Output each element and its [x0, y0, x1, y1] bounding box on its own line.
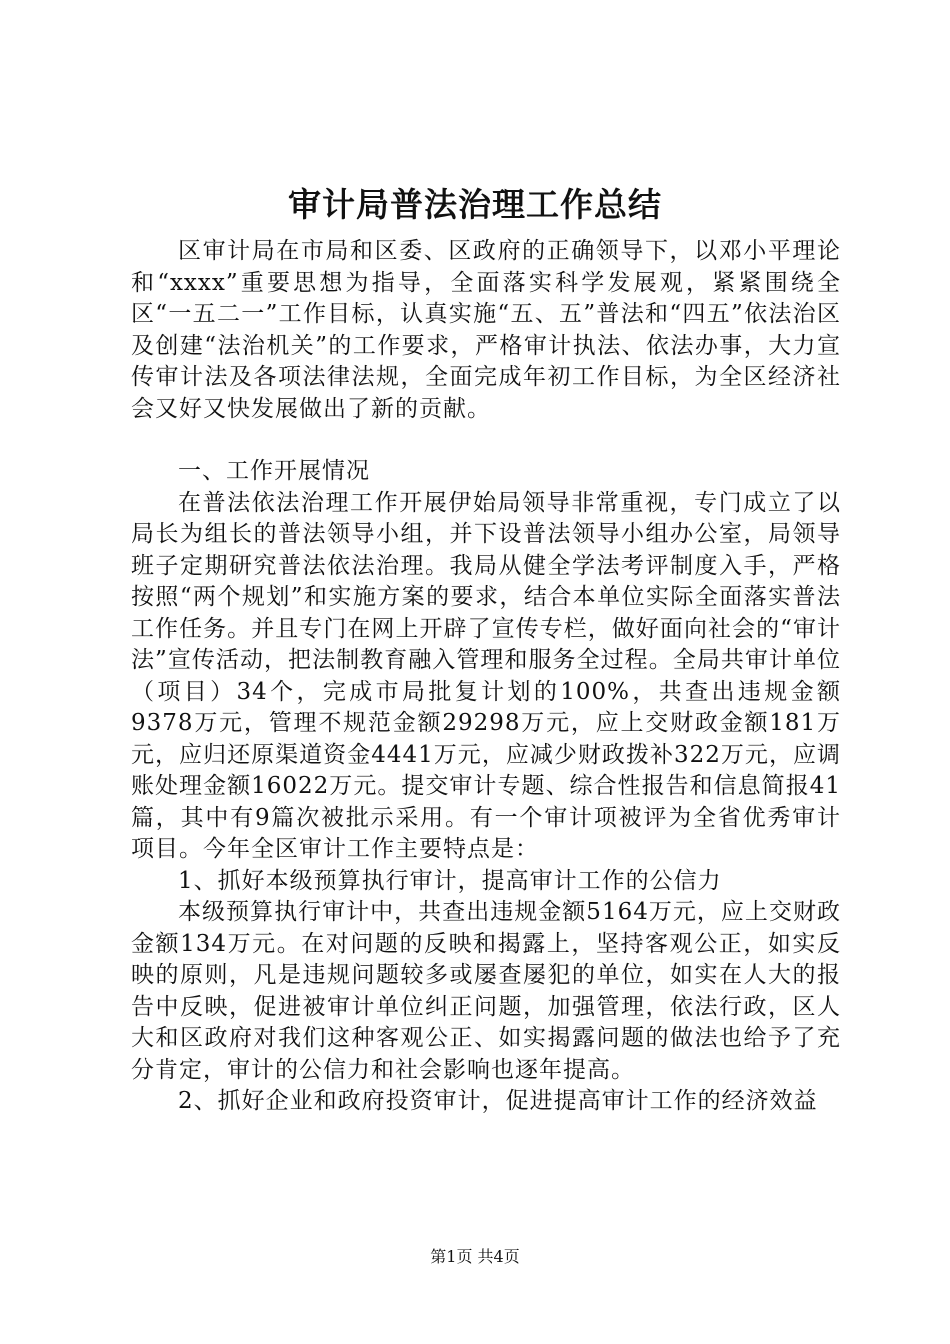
page-number-footer: 第1页 共4页 — [430, 1247, 520, 1266]
document-title: 审计局普法治理工作总结 — [288, 185, 662, 224]
intro-paragraph: 区审计局在市局和区委、区政府的正确领导下，以邓小平理论和“xxxx”重要思想为指导，全面落实科学发展观，紧紧围绕全区“一五二一”工作目标，认真实施“五、五”普法和“四五”依法治区及创建“法治机关”的工作要求，严格审计执法、依法办事，大力宣传审计法及各项法律法规，全面完成年初工作目标，为全区经济社会又好又快发展做出了新的贡献。 — [131, 238, 841, 422]
subsection-paragraph-budget-audit: 本级预算执行审计中，共查出违规金额5164万元，应上交财政金额134万元。在对问题的反映和揭露上，坚持客观公正，如实反映的原则，凡是违规问题较多或屡查屡犯的单位，如实在人大的报告中反映，促进被审计单位纠正问题，加强管理，依法行政，区人大和区政府对我们这种客观公正、如实揭露问题的做法也给予了充分肯定，审计的公信力和社会影响也逐年提高。 — [131, 899, 841, 1083]
section-paragraph-work-progress: 在普法依法治理工作开展伊始局领导非常重视，专门成立了以局长为组长的普法领导小组，并下设普法领导小组办公室，局领导班子定期研究普法依法治理。我局从健全学法考评制度入手，严格按照“两个规划”和实施方案的要求，结合本单位实际全面落实普法工作任务。并且专门在网上开辟了宣传专栏，做好面向社会的“审计法”宣传活动，把法制教育融入管理和服务全过程。全局共审计单位（项目）34个，完成市局批复计划的100%，共查出违规金额9378万元，管理不规范金额29298万元，应上交财政金额181万元，应归还原渠道资金4441万元，应减少财政拨补322万元，应调账处理金额16022万元。提交审计专题、综合性报告和信息简报41篇，其中有9篇次被批示采用。有一个审计项被评为全省优秀审计项目。今年全区审计工作主要特点是： — [131, 489, 841, 862]
subsection-heading-budget-audit: 1、抓好本级预算执行审计，提高审计工作的公信力 — [178, 867, 722, 894]
document-body — [131, 236, 841, 1118]
subsection-heading-investment-audit: 2、抓好企业和政府投资审计，促进提高审计工作的经济效益 — [178, 1088, 818, 1114]
section-heading-work-progress: 一、工作开展情况 — [178, 458, 370, 484]
